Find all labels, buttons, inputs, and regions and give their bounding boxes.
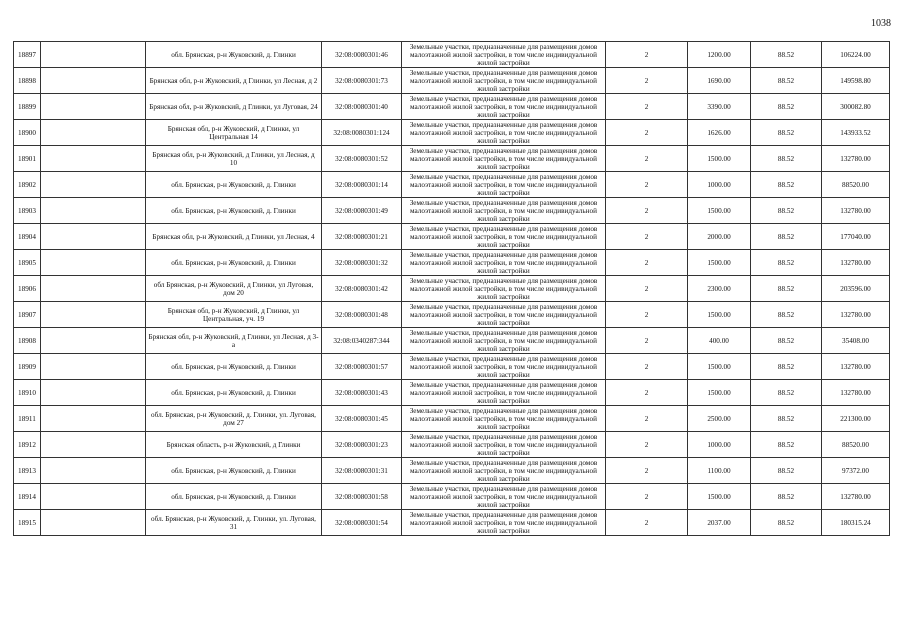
table-row [14, 432, 890, 458]
table-row [14, 354, 890, 380]
table-row [14, 224, 890, 250]
spacer-cell [41, 224, 146, 250]
address-cell: обл. Брянская, р-н Жуковский, д. Глинки, ул. Луговая, дом 27 [146, 406, 322, 432]
address-cell: Брянская область, р-н Жуковский, д Глинки [146, 432, 322, 458]
area-cell: 1500.00 [688, 250, 751, 276]
record-id-cell: 18914 [14, 484, 41, 510]
address-cell: Брянская обл, р-н Жуковский, д Глинки, ул Центральная 14 [146, 120, 322, 146]
cadastral-number-cell: 32:08:0080301:32 [322, 250, 402, 276]
record-id-cell: 18903 [14, 198, 41, 224]
area-cell: 2037.00 [688, 510, 751, 536]
spacer-cell [41, 354, 146, 380]
cadastral-number-cell: 32:08:0080301:46 [322, 42, 402, 68]
area-cell: 2500.00 [688, 406, 751, 432]
land-use-cell: Земельные участки, предназначенные для размещения домов малоэтажной жилой застройки, в том числе индивидуальной жилой застройки [402, 380, 606, 406]
category-cell: 2 [606, 198, 688, 224]
address-cell: обл. Брянская, р-н Жуковский, д. Глинки [146, 484, 322, 510]
table-row [14, 172, 890, 198]
category-cell: 2 [606, 432, 688, 458]
area-cell: 1500.00 [688, 380, 751, 406]
cadastral-number-cell: 32:08:0080301:58 [322, 484, 402, 510]
land-use-cell: Земельные участки, предназначенные для размещения домов малоэтажной жилой застройки, в том числе индивидуальной жилой застройки [402, 458, 606, 484]
cadastral-value-cell: 132780.00 [822, 302, 890, 328]
table-row [14, 302, 890, 328]
cadastral-number-cell: 32:08:0080301:52 [322, 146, 402, 172]
cadastral-number-cell: 32:08:0080301:49 [322, 198, 402, 224]
record-id-cell: 18900 [14, 120, 41, 146]
cadastral-value-cell: 177040.00 [822, 224, 890, 250]
spacer-cell [41, 510, 146, 536]
category-cell: 2 [606, 406, 688, 432]
area-cell: 1500.00 [688, 198, 751, 224]
area-cell: 2300.00 [688, 276, 751, 302]
cadastral-number-cell: 32:08:0080301:124 [322, 120, 402, 146]
cadastral-number-cell: 32:08:0080301:40 [322, 94, 402, 120]
record-id-cell: 18901 [14, 146, 41, 172]
rate-cell: 88.52 [751, 406, 822, 432]
cadastral-number-cell: 32:08:0080301:45 [322, 406, 402, 432]
cadastral-value-cell: 221300.00 [822, 406, 890, 432]
category-cell: 2 [606, 484, 688, 510]
rate-cell: 88.52 [751, 198, 822, 224]
address-cell: обл. Брянская, р-н Жуковский, д. Глинки [146, 354, 322, 380]
address-cell: обл. Брянская, р-н Жуковский, д. Глинки [146, 198, 322, 224]
land-use-cell: Земельные участки, предназначенные для размещения домов малоэтажной жилой застройки, в том числе индивидуальной жилой застройки [402, 146, 606, 172]
cadastral-number-cell: 32:08:0080301:48 [322, 302, 402, 328]
area-cell: 1100.00 [688, 458, 751, 484]
category-cell: 2 [606, 276, 688, 302]
area-cell: 1000.00 [688, 172, 751, 198]
category-cell: 2 [606, 146, 688, 172]
land-use-cell: Земельные участки, предназначенные для размещения домов малоэтажной жилой застройки, в том числе индивидуальной жилой застройки [402, 276, 606, 302]
address-cell: обл Брянская, р-н Жуковский, д Глинки, ул Луговая, дом 20 [146, 276, 322, 302]
address-cell: обл. Брянская, р-н Жуковский, д. Глинки [146, 172, 322, 198]
land-use-cell: Земельные участки, предназначенные для размещения домов малоэтажной жилой застройки, в том числе индивидуальной жилой застройки [402, 354, 606, 380]
cadastral-value-cell: 106224.00 [822, 42, 890, 68]
rate-cell: 88.52 [751, 250, 822, 276]
land-use-cell: Земельные участки, предназначенные для размещения домов малоэтажной жилой застройки, в том числе индивидуальной жилой застройки [402, 224, 606, 250]
address-cell: Брянская обл, р-н Жуковский, д Глинки, ул Лесная, д 3-а [146, 328, 322, 354]
address-cell: обл. Брянская, р-н Жуковский, д. Глинки [146, 380, 322, 406]
category-cell: 2 [606, 120, 688, 146]
rate-cell: 88.52 [751, 354, 822, 380]
cadastral-number-cell: 32:08:0080301:43 [322, 380, 402, 406]
land-use-cell: Земельные участки, предназначенные для размещения домов малоэтажной жилой застройки, в том числе индивидуальной жилой застройки [402, 328, 606, 354]
land-use-cell: Земельные участки, предназначенные для размещения домов малоэтажной жилой застройки, в том числе индивидуальной жилой застройки [402, 432, 606, 458]
spacer-cell [41, 276, 146, 302]
record-id-cell: 18911 [14, 406, 41, 432]
table-row [14, 68, 890, 94]
record-id-cell: 18913 [14, 458, 41, 484]
page-number: 1038 [871, 18, 891, 29]
address-cell: Брянская обл, р-н Жуковский, д Глинки, ул Лесная, 4 [146, 224, 322, 250]
rate-cell: 88.52 [751, 432, 822, 458]
spacer-cell [41, 406, 146, 432]
rate-cell: 88.52 [751, 458, 822, 484]
land-use-cell: Земельные участки, предназначенные для размещения домов малоэтажной жилой застройки, в том числе индивидуальной жилой застройки [402, 510, 606, 536]
rate-cell: 88.52 [751, 172, 822, 198]
table-row [14, 484, 890, 510]
rate-cell: 88.52 [751, 328, 822, 354]
record-id-cell: 18899 [14, 94, 41, 120]
spacer-cell [41, 120, 146, 146]
land-use-cell: Земельные участки, предназначенные для размещения домов малоэтажной жилой застройки, в том числе индивидуальной жилой застройки [402, 94, 606, 120]
land-use-cell: Земельные участки, предназначенные для размещения домов малоэтажной жилой застройки, в том числе индивидуальной жилой застройки [402, 120, 606, 146]
address-cell: обл. Брянская, р-н Жуковский, д. Глинки [146, 250, 322, 276]
category-cell: 2 [606, 94, 688, 120]
category-cell: 2 [606, 302, 688, 328]
table-row [14, 250, 890, 276]
spacer-cell [41, 302, 146, 328]
cadastral-number-cell: 32:08:0080301:14 [322, 172, 402, 198]
record-id-cell: 18910 [14, 380, 41, 406]
category-cell: 2 [606, 510, 688, 536]
rate-cell: 88.52 [751, 120, 822, 146]
rate-cell: 88.52 [751, 302, 822, 328]
table-row [14, 458, 890, 484]
land-use-cell: Земельные участки, предназначенные для размещения домов малоэтажной жилой застройки, в том числе индивидуальной жилой застройки [402, 302, 606, 328]
cadastral-number-cell: 32:08:0080301:54 [322, 510, 402, 536]
record-id-cell: 18898 [14, 68, 41, 94]
area-cell: 1000.00 [688, 432, 751, 458]
category-cell: 2 [606, 328, 688, 354]
table-row [14, 94, 890, 120]
cadastral-value-cell: 35408.00 [822, 328, 890, 354]
record-id-cell: 18915 [14, 510, 41, 536]
table-row [14, 276, 890, 302]
address-cell: Брянская обл, р-н Жуковский, д Глинки, ул Луговая, 24 [146, 94, 322, 120]
address-cell: обл. Брянская, р-н Жуковский, д. Глинки [146, 42, 322, 68]
spacer-cell [41, 172, 146, 198]
rate-cell: 88.52 [751, 42, 822, 68]
cadastral-value-cell: 88520.00 [822, 432, 890, 458]
spacer-cell [41, 198, 146, 224]
rate-cell: 88.52 [751, 146, 822, 172]
land-use-cell: Земельные участки, предназначенные для размещения домов малоэтажной жилой застройки, в том числе индивидуальной жилой застройки [402, 198, 606, 224]
area-cell: 1500.00 [688, 484, 751, 510]
category-cell: 2 [606, 68, 688, 94]
land-use-cell: Земельные участки, предназначенные для размещения домов малоэтажной жилой застройки, в том числе индивидуальной жилой застройки [402, 42, 606, 68]
table-row [14, 42, 890, 68]
land-use-cell: Земельные участки, предназначенные для размещения домов малоэтажной жилой застройки, в том числе индивидуальной жилой застройки [402, 172, 606, 198]
spacer-cell [41, 328, 146, 354]
table-row [14, 146, 890, 172]
address-cell: обл. Брянская, р-н Жуковский, д. Глинки, ул. Луговая, 31 [146, 510, 322, 536]
category-cell: 2 [606, 380, 688, 406]
area-cell: 2000.00 [688, 224, 751, 250]
area-cell: 1500.00 [688, 146, 751, 172]
cadastral-value-cell: 180315.24 [822, 510, 890, 536]
cadastral-value-cell: 97372.00 [822, 458, 890, 484]
table-row [14, 510, 890, 536]
cadastral-value-cell: 149598.80 [822, 68, 890, 94]
address-cell: обл. Брянская, р-н Жуковский, д. Глинки [146, 458, 322, 484]
cadastral-number-cell: 32:08:0080301:42 [322, 276, 402, 302]
land-use-cell: Земельные участки, предназначенные для размещения домов малоэтажной жилой застройки, в том числе индивидуальной жилой застройки [402, 68, 606, 94]
record-id-cell: 18912 [14, 432, 41, 458]
table-row [14, 380, 890, 406]
cadastral-number-cell: 32:08:0080301:73 [322, 68, 402, 94]
rate-cell: 88.52 [751, 68, 822, 94]
land-use-cell: Земельные участки, предназначенные для размещения домов малоэтажной жилой застройки, в том числе индивидуальной жилой застройки [402, 406, 606, 432]
category-cell: 2 [606, 172, 688, 198]
cadastral-value-cell: 132780.00 [822, 250, 890, 276]
spacer-cell [41, 94, 146, 120]
area-cell: 400.00 [688, 328, 751, 354]
table-row [14, 406, 890, 432]
cadastral-value-cell: 132780.00 [822, 146, 890, 172]
spacer-cell [41, 68, 146, 94]
rate-cell: 88.52 [751, 484, 822, 510]
land-use-cell: Земельные участки, предназначенные для размещения домов малоэтажной жилой застройки, в том числе индивидуальной жилой застройки [402, 250, 606, 276]
cadastral-number-cell: 32:08:0080301:31 [322, 458, 402, 484]
cadastral-value-cell: 132780.00 [822, 380, 890, 406]
cadastral-number-cell: 32:08:0080301:21 [322, 224, 402, 250]
address-cell: Брянская обл, р-н Жуковский, д Глинки, ул Лесная, д 10 [146, 146, 322, 172]
category-cell: 2 [606, 224, 688, 250]
address-cell: Брянская обл, р-н Жуковский, д Глинки, ул Лесная, д 2 [146, 68, 322, 94]
spacer-cell [41, 42, 146, 68]
land-use-cell: Земельные участки, предназначенные для размещения домов малоэтажной жилой застройки, в том числе индивидуальной жилой застройки [402, 484, 606, 510]
record-id-cell: 18908 [14, 328, 41, 354]
category-cell: 2 [606, 354, 688, 380]
table-row [14, 120, 890, 146]
rate-cell: 88.52 [751, 224, 822, 250]
spacer-cell [41, 432, 146, 458]
category-cell: 2 [606, 458, 688, 484]
cadastral-value-cell: 88520.00 [822, 172, 890, 198]
record-id-cell: 18906 [14, 276, 41, 302]
category-cell: 2 [606, 42, 688, 68]
rate-cell: 88.52 [751, 276, 822, 302]
cadastral-value-cell: 203596.00 [822, 276, 890, 302]
cadastral-number-cell: 32:08:0080301:23 [322, 432, 402, 458]
land-register-table [13, 41, 890, 536]
cadastral-number-cell: 32:08:0340287:344 [322, 328, 402, 354]
record-id-cell: 18897 [14, 42, 41, 68]
cadastral-value-cell: 132780.00 [822, 198, 890, 224]
address-cell: Брянская обл, р-н Жуковский, д Глинки, ул Центральная, уч. 19 [146, 302, 322, 328]
area-cell: 1690.00 [688, 68, 751, 94]
area-cell: 3390.00 [688, 94, 751, 120]
record-id-cell: 18907 [14, 302, 41, 328]
area-cell: 1500.00 [688, 354, 751, 380]
area-cell: 1626.00 [688, 120, 751, 146]
cadastral-value-cell: 132780.00 [822, 484, 890, 510]
cadastral-value-cell: 300082.80 [822, 94, 890, 120]
cadastral-value-cell: 143933.52 [822, 120, 890, 146]
table-row [14, 328, 890, 354]
record-id-cell: 18904 [14, 224, 41, 250]
area-cell: 1500.00 [688, 302, 751, 328]
spacer-cell [41, 484, 146, 510]
spacer-cell [41, 380, 146, 406]
rate-cell: 88.52 [751, 380, 822, 406]
cadastral-number-cell: 32:08:0080301:57 [322, 354, 402, 380]
table-row [14, 198, 890, 224]
rate-cell: 88.52 [751, 94, 822, 120]
area-cell: 1200.00 [688, 42, 751, 68]
spacer-cell [41, 458, 146, 484]
rate-cell: 88.52 [751, 510, 822, 536]
cadastral-value-cell: 132780.00 [822, 354, 890, 380]
spacer-cell [41, 250, 146, 276]
record-id-cell: 18909 [14, 354, 41, 380]
spacer-cell [41, 146, 146, 172]
category-cell: 2 [606, 250, 688, 276]
table-body [14, 42, 890, 536]
record-id-cell: 18902 [14, 172, 41, 198]
record-id-cell: 18905 [14, 250, 41, 276]
